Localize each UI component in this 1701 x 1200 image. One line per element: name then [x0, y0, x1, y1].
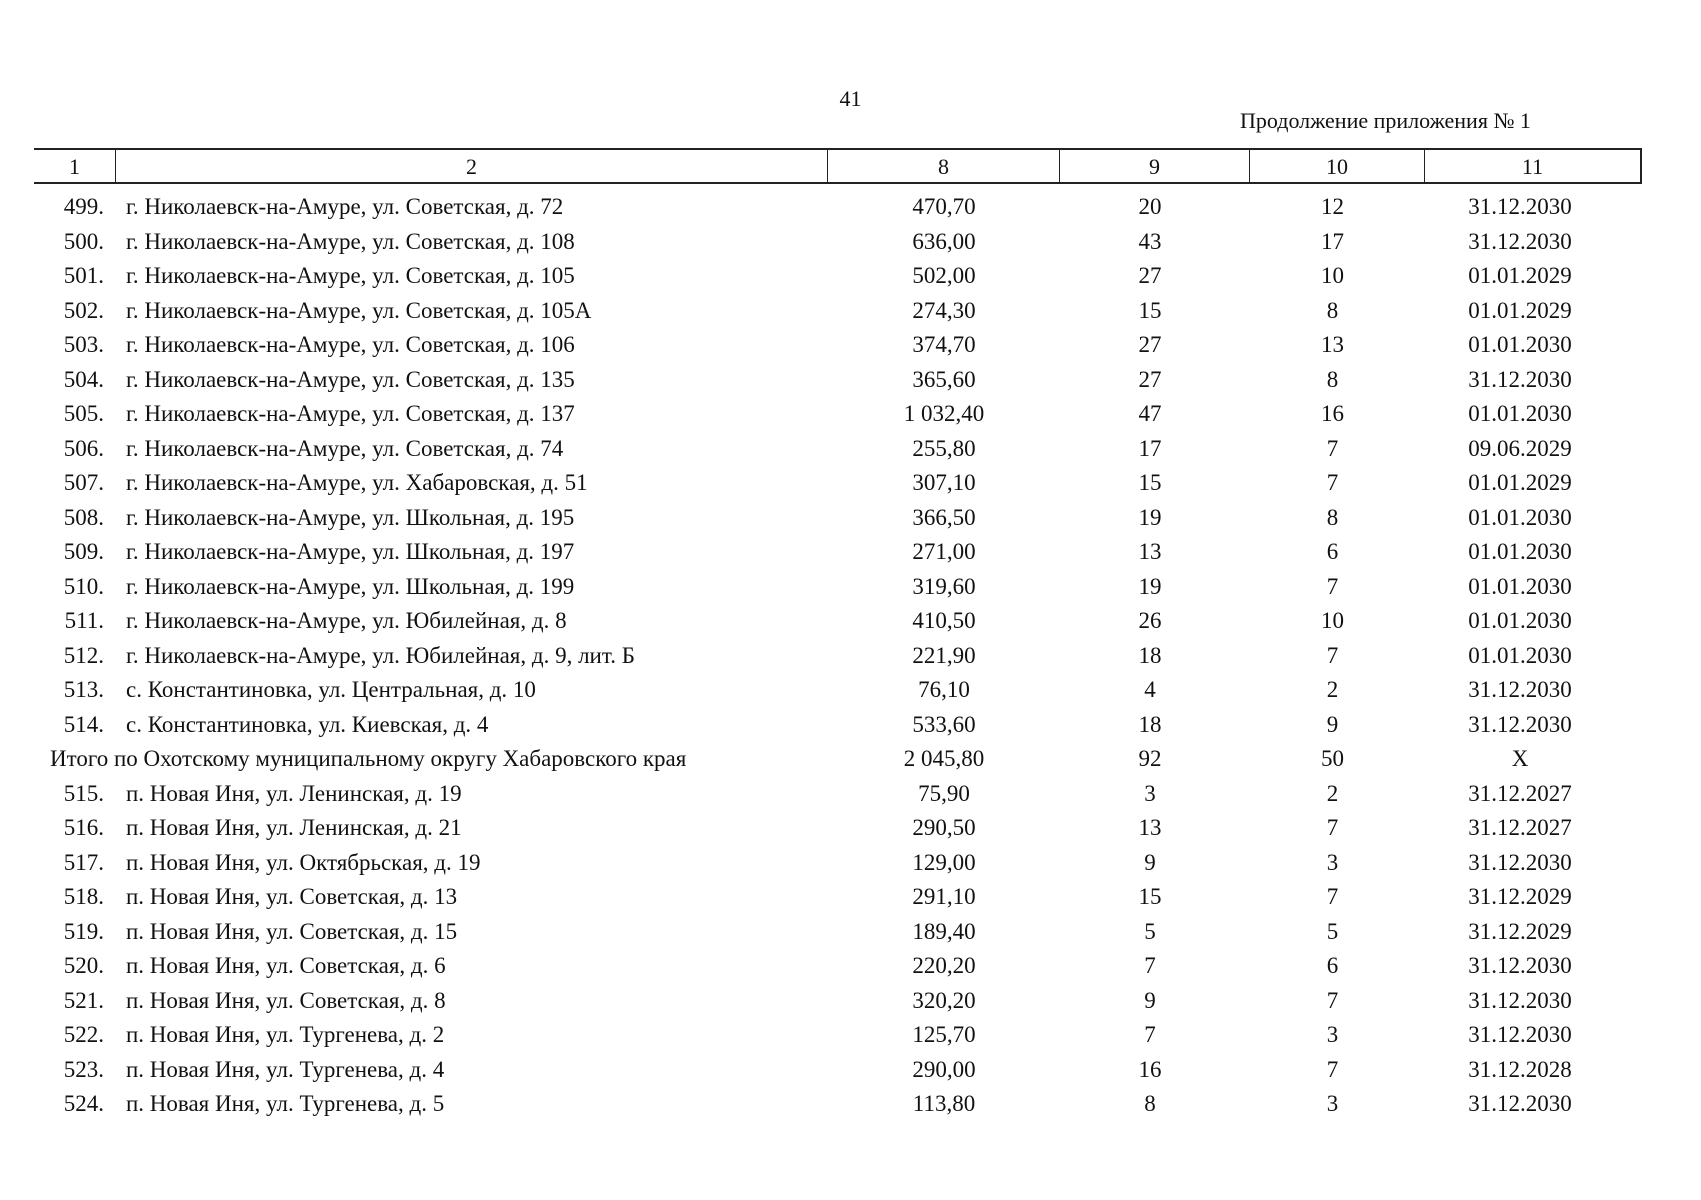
col-10-cell: 6 [1326, 539, 1339, 564]
address-cell: п. Новая Иня, ул. Ленинская, д. 19 [126, 780, 462, 806]
row-number: 500. [63, 228, 104, 254]
table-total-row [0, 742, 1701, 777]
col-10-cell: 17 [1321, 228, 1344, 254]
col-10-cell: 50 [1321, 746, 1344, 771]
col-8-cell: 533,60 [912, 711, 976, 737]
address-cell: п. Новая Иня, ул. Октябрьская, д. 19 [126, 849, 481, 875]
col-10-cell: 7 [1326, 435, 1339, 461]
col-9-cell: 43 [1138, 228, 1162, 254]
col-11-cell: 31.12.2030 [1468, 849, 1572, 875]
col-8-cell: 374,70 [912, 332, 976, 357]
row-number: 507. [63, 470, 104, 495]
row-number: 519. [63, 918, 104, 944]
address-cell: г. Николаевск-на-Амуре, ул. Юбилейная, д. 8 [126, 608, 567, 633]
col-11-cell: 01.01.2030 [1468, 642, 1572, 668]
address-cell: п. Новая Иня, ул. Советская, д. 8 [126, 987, 446, 1013]
row-number: 520. [63, 953, 104, 978]
col-9-cell: 7 [1144, 953, 1156, 978]
header-col-1: 1 [34, 150, 116, 182]
col-10-cell: 13 [1321, 332, 1344, 357]
address-cell: п. Новая Иня, ул. Тургенева, д. 4 [126, 1056, 445, 1082]
row-number: 512. [63, 642, 104, 668]
col-9-cell: 20 [1138, 194, 1162, 219]
col-11-cell: 01.01.2030 [1468, 401, 1572, 426]
col-10-cell: 16 [1321, 401, 1344, 426]
col-11-cell: 31.12.2027 [1468, 815, 1572, 840]
col-10-cell: 7 [1326, 987, 1339, 1013]
col-8-cell: 502,00 [912, 263, 976, 288]
row-number: 521. [63, 987, 104, 1013]
row-number: 509. [63, 539, 104, 564]
col-10-cell: 7 [1326, 884, 1339, 909]
col-10-cell: 2 [1326, 677, 1339, 702]
address-cell: г. Николаевск-на-Амуре, ул. Советская, д. 74 [126, 435, 564, 461]
address-cell: г. Николаевск-на-Амуре, ул. Школьная, д. 195 [126, 504, 575, 530]
col-9-cell: 27 [1138, 366, 1162, 392]
col-9-cell: 15 [1138, 297, 1162, 323]
col-9-cell: 13 [1138, 815, 1162, 840]
address-cell: г. Николаевск-на-Амуре, ул. Советская, д. 108 [126, 228, 575, 254]
table-row [0, 777, 1701, 812]
col-11-cell: 31.12.2030 [1468, 677, 1572, 702]
col-10-cell: 7 [1326, 1056, 1339, 1082]
col-9-cell: 9 [1144, 849, 1156, 875]
col-9-cell: 47 [1138, 401, 1162, 426]
col-11-cell: 01.01.2030 [1468, 539, 1572, 564]
address-cell: п. Новая Иня, ул. Ленинская, д. 21 [126, 815, 462, 840]
header-col-10: 10 [1250, 150, 1425, 182]
address-cell: г. Николаевск-на-Амуре, ул. Советская, д. 105 [126, 263, 575, 288]
col-10-cell: 8 [1326, 297, 1339, 323]
row-number: 514. [63, 711, 104, 737]
col-10-cell: 8 [1326, 366, 1339, 392]
row-number: 499. [63, 194, 104, 219]
col-8-cell: 220,20 [912, 953, 976, 978]
header-col-2: 2 [116, 150, 828, 182]
col-10-cell: 2 [1326, 780, 1339, 806]
row-number: 516. [63, 815, 104, 840]
col-11-cell: 01.01.2029 [1468, 470, 1572, 495]
col-8-cell: 291,10 [912, 884, 976, 909]
table-row [0, 570, 1701, 605]
col-8-cell: 470,70 [912, 194, 976, 219]
col-11-cell: X [1511, 746, 1529, 771]
table-row [0, 294, 1701, 329]
col-11-cell: 31.12.2030 [1468, 194, 1572, 219]
col-8-cell: 271,00 [912, 539, 976, 564]
col-9-cell: 5 [1144, 918, 1156, 944]
col-11-cell: 31.12.2030 [1468, 1022, 1572, 1047]
table-row [0, 501, 1701, 536]
total-label: Итого по Охотскому муниципальному округу Хабаровского края [50, 746, 687, 771]
row-number: 504. [63, 366, 104, 392]
col-11-cell: 09.06.2029 [1468, 435, 1572, 461]
header-col-8: 8 [828, 150, 1060, 182]
col-11-cell: 31.12.2030 [1468, 711, 1572, 737]
col-10-cell: 10 [1321, 263, 1344, 288]
col-8-cell: 125,70 [912, 1022, 976, 1047]
col-10-cell: 3 [1326, 1091, 1339, 1116]
table-row [0, 259, 1701, 294]
address-cell: г. Николаевск-на-Амуре, ул. Советская, д. 106 [126, 332, 575, 357]
address-cell: г. Николаевск-на-Амуре, ул. Советская, д. 72 [126, 194, 564, 219]
col-11-cell: 01.01.2030 [1468, 573, 1572, 599]
col-8-cell: 636,00 [912, 228, 976, 254]
col-9-cell: 92 [1138, 746, 1162, 771]
col-9-cell: 3 [1144, 780, 1156, 806]
col-10-cell: 6 [1326, 953, 1339, 978]
address-cell: п. Новая Иня, ул. Тургенева, д. 2 [126, 1022, 445, 1047]
col-8-cell: 255,80 [912, 435, 976, 461]
row-number: 502. [63, 297, 104, 323]
table-row [0, 535, 1701, 570]
col-8-cell: 290,50 [912, 815, 976, 840]
col-9-cell: 17 [1138, 435, 1162, 461]
col-11-cell: 31.12.2030 [1468, 987, 1572, 1013]
col-8-cell: 290,00 [912, 1056, 976, 1082]
col-9-cell: 27 [1138, 332, 1162, 357]
col-11-cell: 01.01.2030 [1468, 332, 1572, 357]
address-cell: г. Николаевск-на-Амуре, ул. Школьная, д. 197 [126, 539, 575, 564]
header-col-9: 9 [1060, 150, 1250, 182]
table-body [0, 190, 1701, 1122]
address-cell: г. Николаевск-на-Амуре, ул. Хабаровская, д. 51 [126, 470, 588, 495]
row-number: 523. [63, 1056, 104, 1082]
col-11-cell: 01.01.2029 [1468, 297, 1572, 323]
row-number: 511. [64, 608, 104, 633]
col-8-cell: 307,10 [912, 470, 976, 495]
row-number: 513. [63, 677, 104, 702]
header-col-11: 11 [1521, 154, 1544, 179]
address-cell: г. Николаевск-на-Амуре, ул. Школьная, д. 199 [126, 573, 575, 599]
col-8-cell: 365,60 [912, 366, 976, 392]
col-11-cell: 31.12.2030 [1468, 228, 1572, 254]
col-9-cell: 18 [1138, 711, 1162, 737]
table-row [0, 328, 1701, 363]
table-row [0, 363, 1701, 398]
col-9-cell: 13 [1138, 539, 1162, 564]
col-9-cell: 19 [1138, 573, 1162, 599]
row-number: 505. [63, 401, 104, 426]
address-cell: с. Константиновка, ул. Киевская, д. 4 [126, 711, 489, 737]
col-10-cell: 9 [1326, 711, 1339, 737]
col-8-cell: 1 032,40 [903, 401, 985, 426]
col-8-cell: 319,60 [912, 573, 976, 599]
col-10-cell: 7 [1326, 573, 1339, 599]
row-number: 517. [63, 849, 104, 875]
col-10-cell: 10 [1321, 608, 1344, 633]
col-8-cell: 2 045,80 [903, 746, 985, 771]
table-row [0, 639, 1701, 674]
row-number: 510. [63, 573, 104, 599]
address-cell: г. Николаевск-на-Амуре, ул. Советская, д. 137 [126, 401, 575, 426]
address-cell: с. Константиновка, ул. Центральная, д. 10 [126, 677, 536, 702]
col-8-cell: 113,80 [912, 1091, 976, 1116]
row-number: 524. [63, 1091, 104, 1116]
col-10-cell: 3 [1326, 1022, 1339, 1047]
col-8-cell: 129,00 [912, 849, 976, 875]
table-header [34, 148, 1642, 184]
col-11-cell: 31.12.2030 [1468, 366, 1572, 392]
address-cell: п. Новая Иня, ул. Тургенева, д. 5 [126, 1091, 445, 1116]
row-number: 515. [63, 780, 104, 806]
col-8-cell: 76,10 [918, 677, 970, 702]
row-number: 503. [63, 332, 104, 357]
table-row [0, 984, 1701, 1019]
col-11-cell: 31.12.2027 [1468, 780, 1572, 806]
table-row [0, 811, 1701, 846]
col-10-cell: 7 [1326, 642, 1339, 668]
col-10-cell: 7 [1326, 470, 1339, 495]
col-9-cell: 15 [1138, 884, 1162, 909]
table-row [0, 880, 1701, 915]
row-number: 501. [63, 263, 104, 288]
col-9-cell: 26 [1138, 608, 1162, 633]
col-9-cell: 7 [1144, 1022, 1156, 1047]
table-row [0, 1018, 1701, 1053]
table-row [0, 225, 1701, 260]
row-number: 522. [63, 1022, 104, 1047]
col-11-cell: 31.12.2028 [1468, 1056, 1572, 1082]
col-10-cell: 7 [1326, 815, 1339, 840]
col-9-cell: 18 [1138, 642, 1162, 668]
col-11-cell: 31.12.2029 [1468, 884, 1572, 909]
col-8-cell: 274,30 [912, 297, 976, 323]
col-8-cell: 189,40 [912, 918, 976, 944]
address-cell: г. Николаевск-на-Амуре, ул. Советская, д. 135 [126, 366, 575, 392]
table-row [0, 397, 1701, 432]
address-cell: п. Новая Иня, ул. Советская, д. 13 [126, 884, 458, 909]
col-9-cell: 27 [1138, 263, 1162, 288]
address-cell: п. Новая Иня, ул. Советская, д. 6 [126, 953, 446, 978]
table-row [0, 708, 1701, 743]
appendix-subtitle: Продолжение приложения № 1 [1240, 108, 1531, 133]
table-row [0, 949, 1701, 984]
col-8-cell: 410,50 [912, 608, 976, 633]
table-row [0, 846, 1701, 881]
col-9-cell: 8 [1144, 1091, 1156, 1116]
col-11-cell: 31.12.2030 [1468, 1091, 1572, 1116]
row-number: 506. [63, 435, 104, 461]
table-row [0, 1053, 1701, 1088]
table-row [0, 432, 1701, 467]
col-8-cell: 221,90 [912, 642, 976, 668]
address-cell: г. Николаевск-на-Амуре, ул. Советская, д. 105А [126, 297, 592, 323]
page-number: 41 [839, 86, 862, 111]
col-9-cell: 16 [1138, 1056, 1162, 1082]
table-row [0, 1087, 1701, 1122]
col-8-cell: 366,50 [912, 504, 976, 530]
col-10-cell: 5 [1326, 918, 1339, 944]
col-9-cell: 19 [1138, 504, 1162, 530]
col-10-cell: 8 [1326, 504, 1339, 530]
col-9-cell: 9 [1144, 987, 1156, 1013]
col-10-cell: 3 [1326, 849, 1339, 875]
col-11-cell: 01.01.2029 [1468, 263, 1572, 288]
col-8-cell: 320,20 [912, 987, 976, 1013]
address-cell: г. Николаевск-на-Амуре, ул. Юбилейная, д. 9, лит. Б [126, 642, 635, 668]
col-9-cell: 4 [1144, 677, 1156, 702]
row-number: 508. [63, 504, 104, 530]
table-row [0, 673, 1701, 708]
table-row [0, 604, 1701, 639]
col-10-cell: 12 [1321, 194, 1344, 219]
col-11-cell: 31.12.2029 [1468, 918, 1572, 944]
col-11-cell: 31.12.2030 [1468, 953, 1572, 978]
table-row [0, 915, 1701, 950]
row-number: 518. [63, 884, 104, 909]
address-cell: п. Новая Иня, ул. Советская, д. 15 [126, 918, 458, 944]
col-11-cell: 01.01.2030 [1468, 504, 1572, 530]
table-row [0, 466, 1701, 501]
col-9-cell: 15 [1138, 470, 1162, 495]
col-8-cell: 75,90 [918, 780, 970, 806]
table-row [0, 190, 1701, 225]
col-11-cell: 01.01.2030 [1468, 608, 1572, 633]
